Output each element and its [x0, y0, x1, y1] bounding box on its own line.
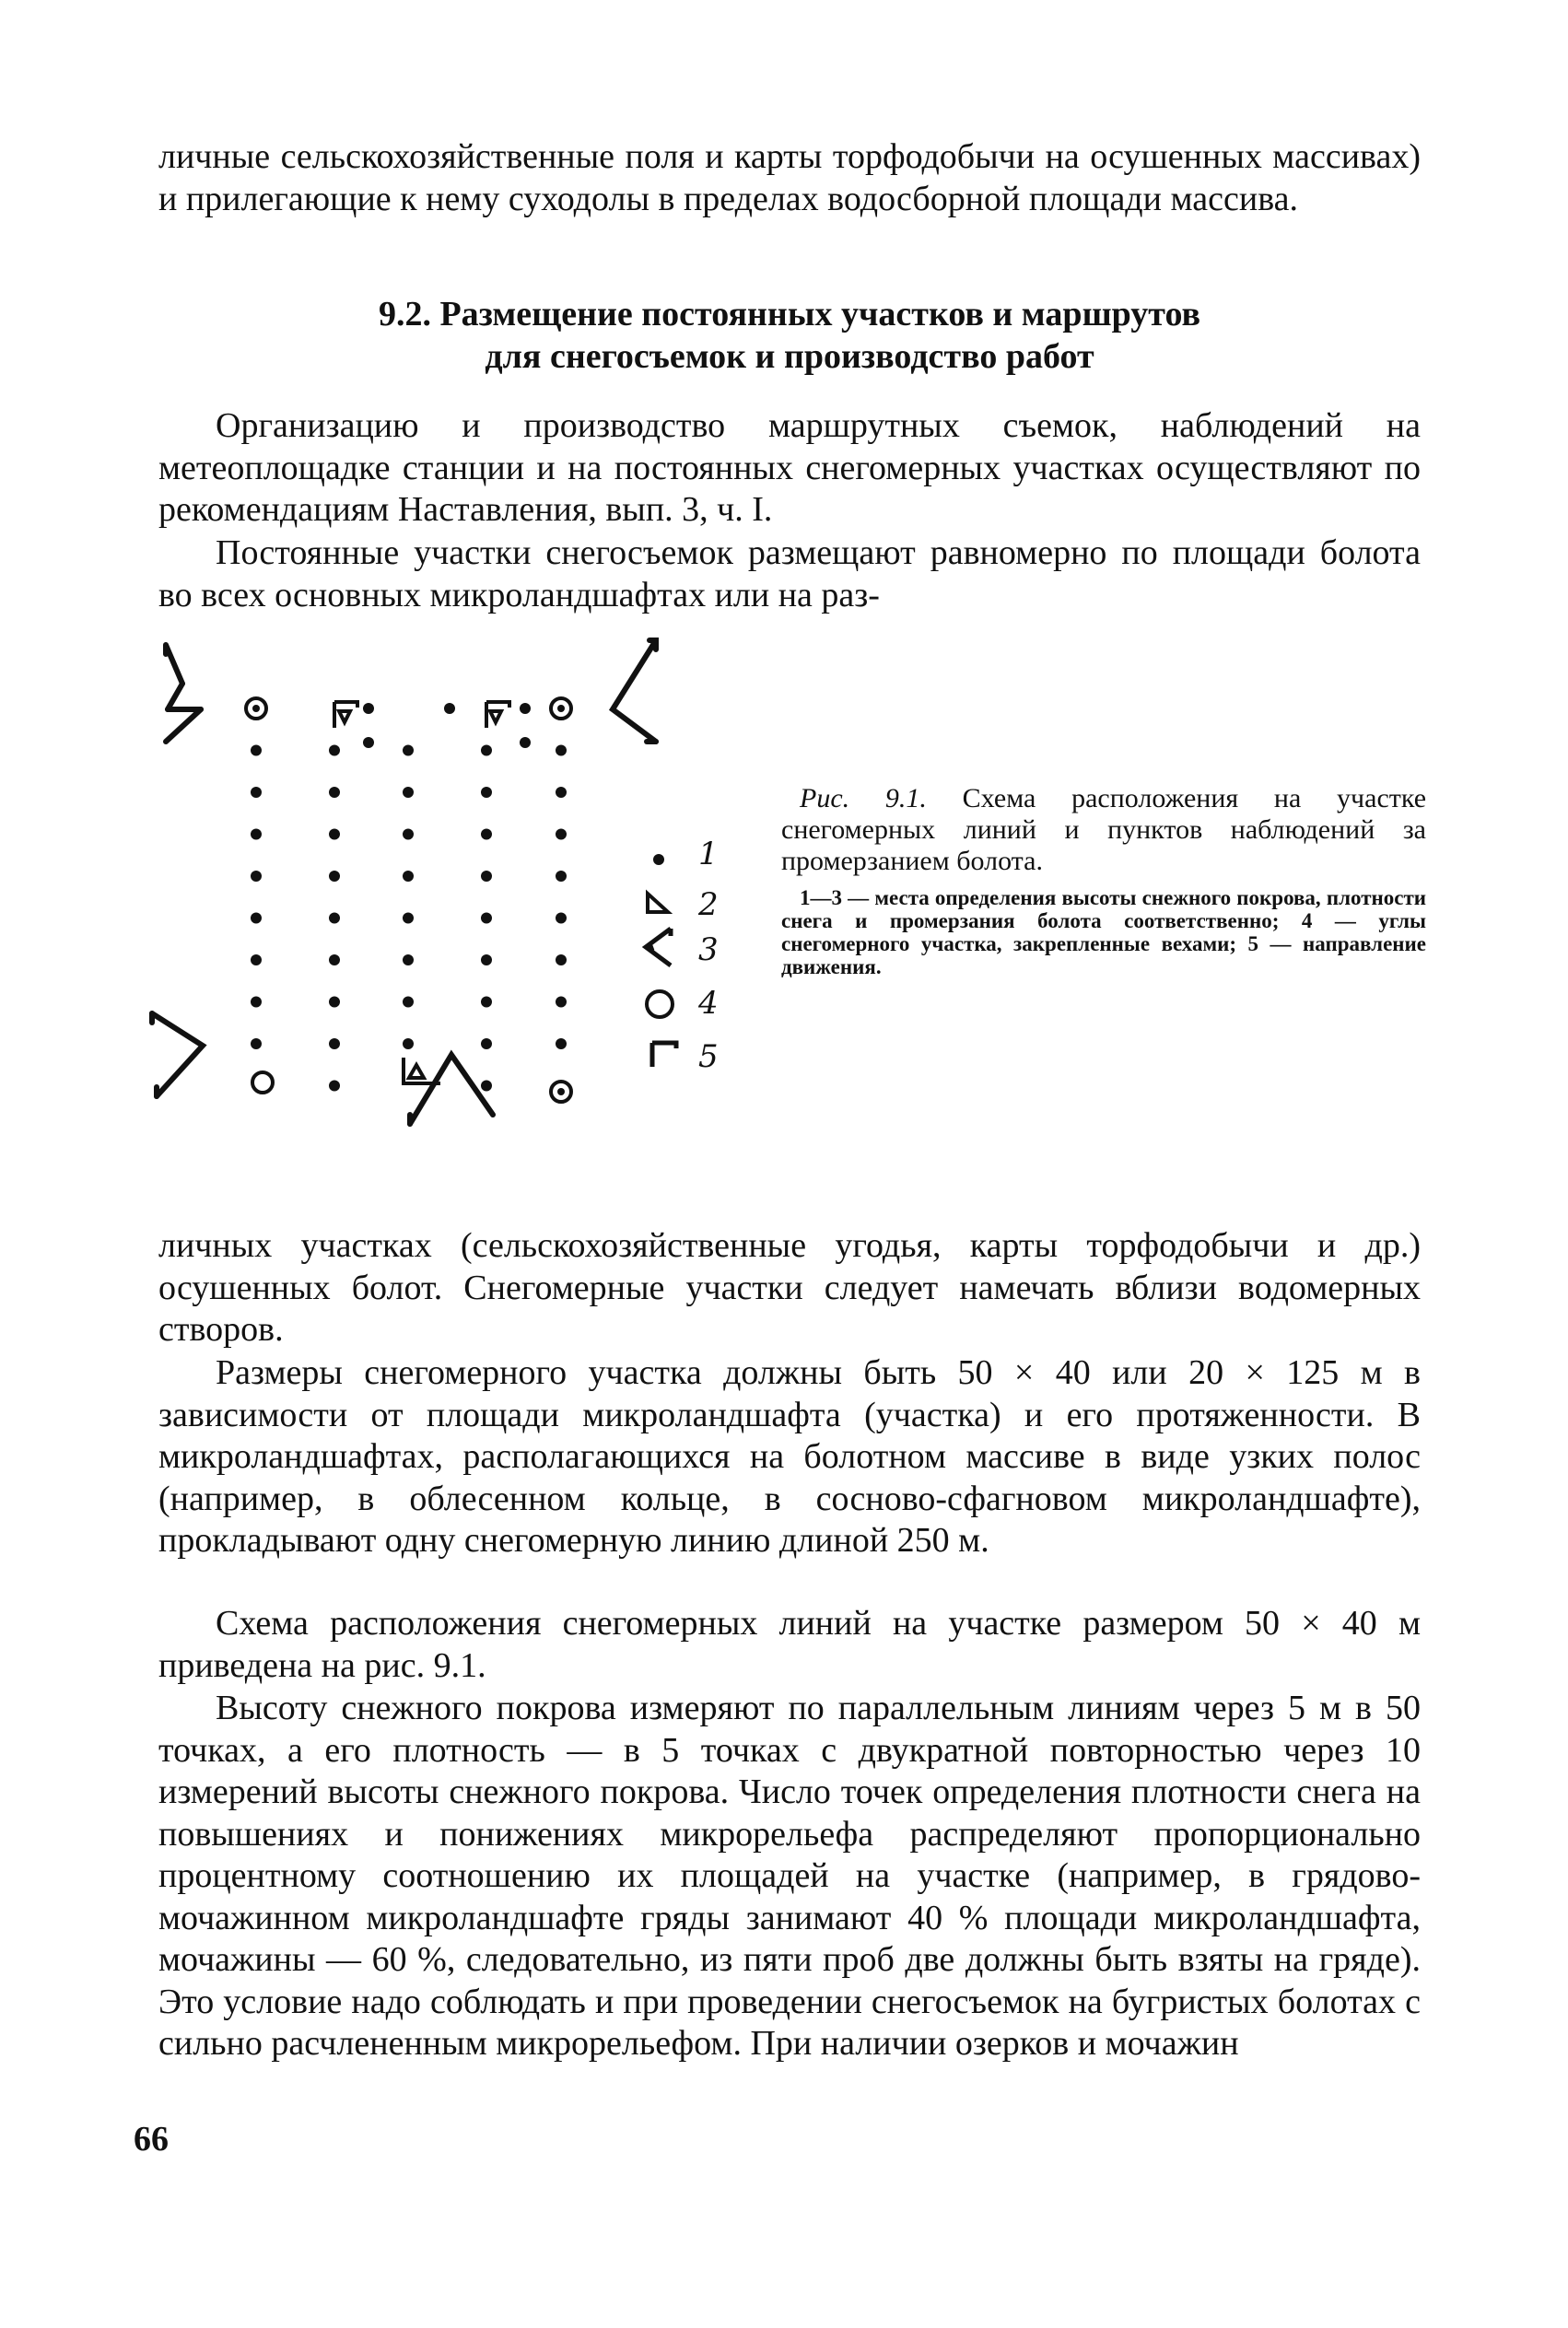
snow-depth-point: [556, 745, 567, 756]
figure-caption-legend: 1—3 — места определения высоты снежного покрова, плотности снега и промерзания болота соответственно; 4 — углы снегомерного участка, закрепленные вехами; 5 — направление движения.: [781, 886, 1426, 978]
figure-caption: [781, 783, 1426, 978]
section-heading-line-2: для снегосъемок и производство работ: [485, 337, 1094, 376]
snow-depth-point: [329, 997, 340, 1008]
snow-depth-point: [481, 829, 492, 840]
snow-depth-point: [481, 997, 492, 1008]
direction-flags: [334, 702, 509, 1083]
snow-depth-point: [520, 737, 531, 748]
snow-depth-point: [403, 954, 414, 965]
snow-depth-point: [251, 745, 262, 756]
snow-depth-point: [481, 787, 492, 798]
snow-depth-point: [363, 737, 374, 748]
snow-depth-point: [403, 871, 414, 882]
figure-caption-title: [781, 783, 1426, 877]
snow-depth-point: [251, 871, 262, 882]
legend-number-4: 4: [698, 985, 719, 1022]
snow-depth-point: [329, 829, 340, 840]
corner-stake-top-left: [166, 645, 201, 742]
snow-depth-point: [329, 871, 340, 882]
snow-depth-point: [556, 1038, 567, 1049]
snow-depth-points: [251, 703, 567, 1092]
snow-depth-point: [329, 787, 340, 798]
snow-depth-point: [556, 871, 567, 882]
snow-survey-scheme-figure: [147, 636, 755, 1207]
snow-depth-point: [329, 954, 340, 965]
snow-depth-point: [556, 913, 567, 924]
snow-depth-point: [251, 829, 262, 840]
corner-stake-bottom-left: [152, 1013, 203, 1096]
corner-stakes: [152, 640, 656, 1124]
legend-symbol-density: [648, 894, 668, 912]
snow-depth-point: [403, 745, 414, 756]
snow-depth-point: [481, 1081, 492, 1092]
snow-depth-point: [556, 954, 567, 965]
snow-depth-point: [329, 745, 340, 756]
page-number: 66: [134, 2120, 169, 2158]
legend-number-3: 3: [698, 931, 719, 968]
corner-stake-bottom-right: [410, 1055, 493, 1124]
legend-number-5: 5: [698, 1038, 719, 1075]
section-heading-line-1: 9.2. Размещение постоянных участков и маршрутов: [378, 295, 1201, 333]
snow-depth-point: [481, 871, 492, 882]
paragraph-drained-bogs: личных участках (сельскохозяйственные угодья, карты торфодобычи и др.) осушенных болот. Снегомерные участки следует намечать вблизи водомерных створов.: [158, 1226, 1421, 1349]
snow-depth-point: [556, 787, 567, 798]
snow-depth-point: [520, 703, 531, 714]
snow-depth-point: [403, 829, 414, 840]
snow-depth-point: [251, 1038, 262, 1049]
snow-depth-point: [403, 913, 414, 924]
legend-symbol-corner: [647, 991, 673, 1017]
snow-depth-point: [481, 745, 492, 756]
snow-depth-point: [251, 787, 262, 798]
figure-legend: [646, 836, 719, 1075]
snow-depth-point: [251, 997, 262, 1008]
legend-symbol-depth: [653, 854, 664, 865]
snow-depth-point: [329, 1038, 340, 1049]
snow-depth-point: [329, 1081, 340, 1092]
figure-caption-text: Схема расположения на участке снегомерных линий и пунктов наблюдений за промерзанием болота.: [781, 783, 1427, 876]
snow-depth-point: [481, 954, 492, 965]
snow-depth-point: [481, 913, 492, 924]
figure-caption-lead: Рис. 9.1.: [800, 783, 927, 813]
snow-depth-point: [556, 997, 567, 1008]
paragraph-measurement-method: Высоту снежного покрова измеряют по параллельным линиям через 5 м в 50 точках, а его плотность — в 5 точках с двукратной повторностью через 10 измерений высоты снежного покрова. Число точек определения плотности снега на повышениях и понижениях микрорельефа распределяют пропорционально процентному соотношению их площадей на участке (например, в грядово-мочажинном микроландшафте гряды занимают 40 % площади микроландшафта, мочажины — 60 %, следовательно, из пяти проб две должны быть взяты на гряде). Это условие надо соблюдать и при проведении снегосъемок на бугристых болотах с сильно расчлененным микрорельефом. При наличии озерков и мочажин: [158, 1689, 1421, 2063]
legend-number-1: 1: [698, 836, 719, 872]
snow-depth-point: [444, 703, 455, 714]
legend-symbol-direction: [652, 1043, 676, 1067]
snow-depth-point: [481, 1038, 492, 1049]
legend-number-2: 2: [698, 886, 719, 923]
legend-symbol-freezing: [646, 929, 671, 965]
snow-depth-point: [556, 829, 567, 840]
snow-depth-point: [403, 997, 414, 1008]
direction-flag-top-2: [486, 702, 509, 728]
snow-depth-point: [403, 787, 414, 798]
paragraph-organization: Организацию и производство маршрутных съемок, наблюдений на метеоплощадке станции и на постоянных снегомерных участках осуществляют по рекомендациям Наставления, вып. 3, ч. I.: [158, 406, 1421, 529]
snow-depth-point: [403, 1038, 414, 1049]
snow-depth-point: [363, 703, 374, 714]
paragraph-permanent-plots: Постоянные участки снегосъемок размещают равномерно по площади болота во всех основных микроландшафтах или на раз-: [158, 533, 1421, 614]
paragraph-continuation: личные сельскохозяйственные поля и карты торфодобычи на осушенных массивах) и прилегающие к нему суходолы в пределах водосборной площади массива.: [158, 137, 1421, 218]
paragraph-plot-size: Размеры снегомерного участка должны быть 50 × 40 или 20 × 125 м в зависимости от площади микроландшафта (участка) и его протяженности. В микроландшафтах, располагающихся на болотном массиве в виде узких полос (например, в облесенном кольце, в сосново-сфагновом микроландшафте), прокладывают одну снегомерную линию длиной 250 м.: [158, 1353, 1421, 1560]
paragraph-scheme-reference: Схема расположения снегомерных линий на участке размером 50 × 40 м приведена на рис. 9.1.: [158, 1604, 1421, 1685]
freezing-point-bottom-left: [252, 1072, 273, 1093]
direction-flag-top-1: [334, 702, 357, 728]
snow-depth-point: [329, 913, 340, 924]
snow-depth-point: [251, 913, 262, 924]
corner-stake-top-right: [613, 640, 656, 742]
snow-depth-point: [251, 954, 262, 965]
